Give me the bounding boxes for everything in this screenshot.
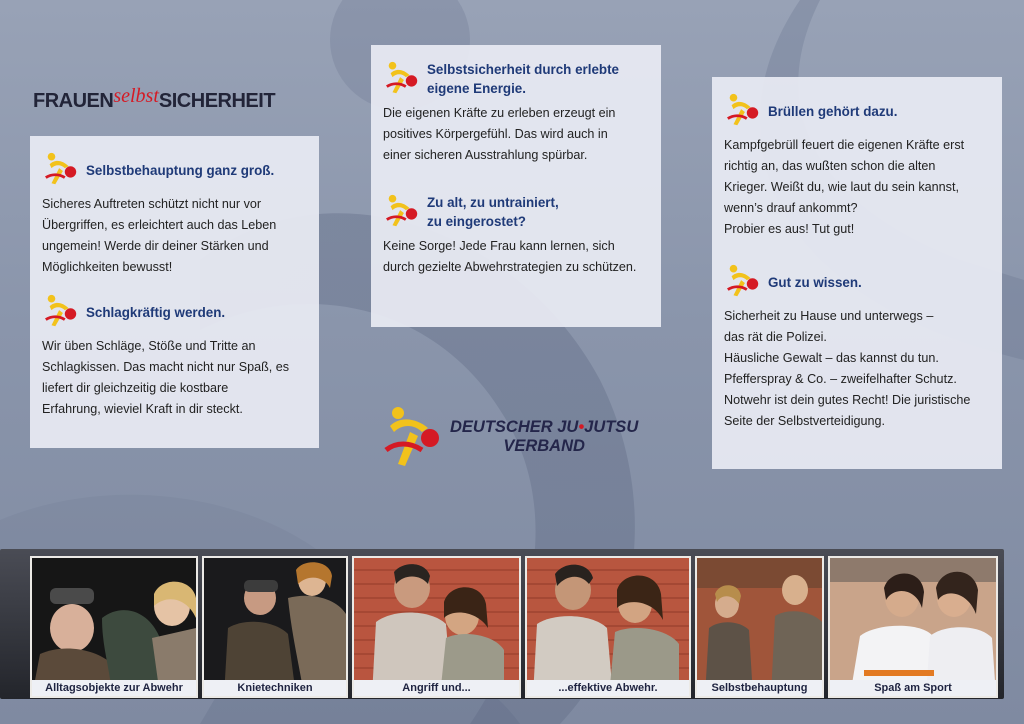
- jujutsu-figure-icon: [383, 192, 421, 232]
- brand-word-selbst: selbst: [113, 85, 159, 107]
- association-name-line2: VERBAND: [503, 437, 585, 455]
- item-body: Kampfgebrüll feuert die eigenen Kräfte erst richtig an, das wußten schon die alten Krieger. Weißt du, wie laut du sein kannst, wenn’s drauf ankommt? Probier es aus! Tut gut!: [724, 138, 965, 236]
- jujutsu-figure-icon: [724, 262, 762, 302]
- photo-caption: Selbstbehauptung: [697, 680, 822, 696]
- item-body: Wir üben Schläge, Stöße und Tritte an Schlagkissen. Das macht nicht nur Spaß, es liefert dir gleichzeitig die kostbare Erfahrung, wieviel Kraft in dir steckt.: [42, 339, 290, 416]
- association-logo: [384, 404, 638, 470]
- photo-spass-am-sport: [828, 556, 998, 698]
- photo-alltagsobjekte: [30, 556, 198, 698]
- photo-caption: Angriff und...: [354, 680, 519, 696]
- info-item-zu-alt: [383, 192, 651, 278]
- jujutsu-figure-icon: [42, 150, 80, 190]
- item-title: Selbstsicherheit durch erlebte eigene Energie.: [427, 62, 619, 96]
- item-title: Brüllen gehört dazu.: [768, 103, 898, 119]
- item-body: Sicherheit zu Hause und unterwegs – das rät die Polizei. Häusliche Gewalt – das kannst du tun. Pfefferspray & Co. – zweifelhafter Schutz. Notwehr ist dein gutes Recht! Die juristische Seite der Selbstverteidigung.: [724, 309, 971, 428]
- photo-caption: Alltagsobjekte zur Abwehr: [32, 680, 196, 696]
- jujutsu-figure-icon: [42, 292, 80, 332]
- info-panel-left: [30, 136, 319, 448]
- photo-caption: ...effektive Abwehr.: [527, 680, 689, 696]
- photo-caption: Knietechniken: [204, 680, 346, 696]
- photo-dojo-icon: [830, 558, 996, 696]
- photo-angriff: [352, 556, 521, 698]
- item-title: Gut zu wissen.: [768, 274, 862, 290]
- item-title: Schlagkräftig werden.: [86, 304, 226, 320]
- photo-knee-technique-icon: [204, 558, 346, 696]
- photo-selbstbehauptung: [695, 556, 824, 698]
- photo-knietechniken: [202, 556, 348, 698]
- info-item-bruellen: [724, 91, 992, 240]
- item-title: Selbstbehauptung ganz groß.: [86, 162, 275, 178]
- brand-word-sicherheit: SICHERHEIT: [158, 90, 276, 112]
- photo-assertion-icon: [697, 558, 822, 696]
- item-title: Zu alt, zu untrainiert, zu eingerostet?: [427, 195, 559, 229]
- photo-caption: Spaß am Sport: [830, 680, 996, 696]
- brand-word-frauen: FRAUEN: [33, 90, 114, 112]
- info-item-selbstbehauptung: [42, 150, 309, 278]
- info-item-gut-zu-wissen: [724, 262, 992, 432]
- info-panel-middle: [371, 45, 661, 327]
- brand-title: [33, 85, 276, 113]
- info-item-selbstsicherheit: [383, 59, 651, 166]
- photo-wall-attack-icon: [354, 558, 519, 696]
- association-name-line1: DEUTSCHER JU•JUTSU: [450, 418, 639, 436]
- item-body: Sicheres Auftreten schützt nicht nur vor Übergriffen, es erleichtert auch das Leben ungemein! Werde dir deiner Stärken und Möglichkeiten bewusst!: [42, 197, 277, 274]
- photo-night-street-icon: [32, 558, 196, 696]
- info-item-schlagkraeftig: [42, 292, 309, 420]
- item-body: Die eigenen Kräfte zu erleben erzeugt ein positives Körpergefühl. Das wird auch in einer sicheren Ausstrahlung spürbar.: [383, 106, 616, 162]
- photo-wall-defense-icon: [527, 558, 689, 696]
- jujutsu-figure-icon: [724, 91, 762, 131]
- jujutsu-emblem-icon: [384, 404, 444, 470]
- jujutsu-figure-icon: [383, 59, 421, 99]
- item-body: Keine Sorge! Jede Frau kann lernen, sich durch gezielte Abwehrstrategien zu schützen.: [383, 239, 637, 274]
- info-panel-right: [712, 77, 1002, 469]
- photo-abwehr: [525, 556, 691, 698]
